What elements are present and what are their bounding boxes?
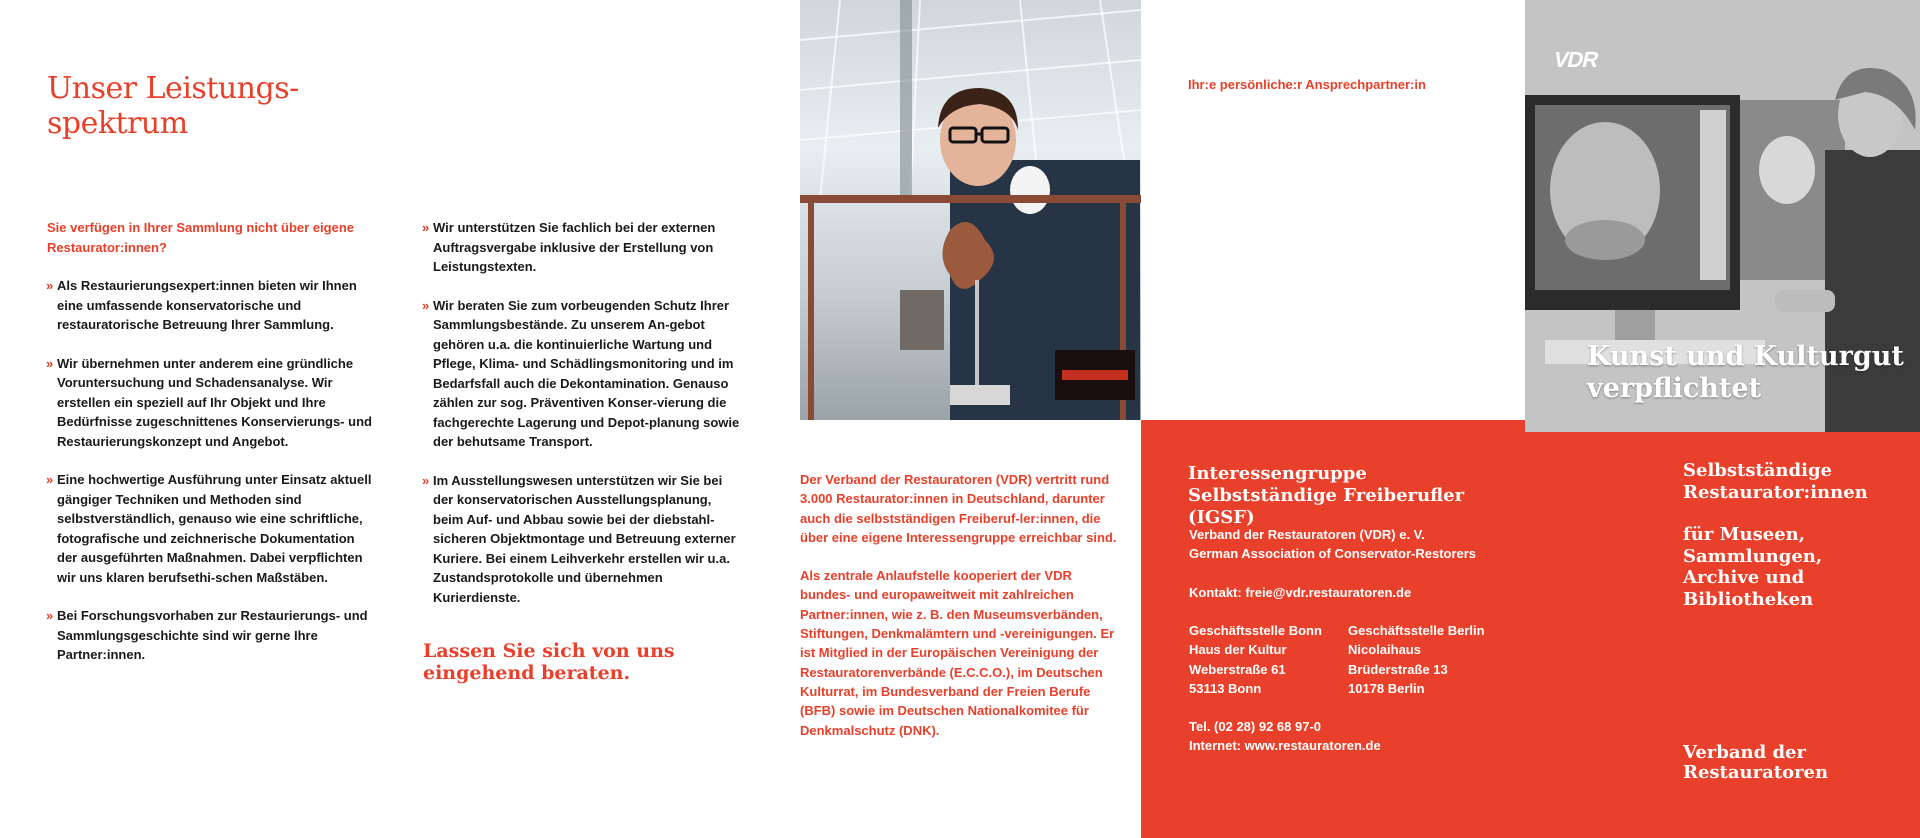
service-list-right	[423, 218, 743, 626]
cover-organization-name: Verband der Restauratoren	[1683, 742, 1829, 783]
headline-line-2: spektrum	[47, 106, 188, 141]
panel-services-left	[0, 0, 400, 838]
photo-conservator-showcase	[800, 0, 1141, 420]
bullet-marker: »	[46, 608, 54, 623]
phone-number: Tel. (02 28) 92 68 97-0	[1189, 719, 1322, 734]
vdr-paragraph-2: Als zentrale Anlaufstelle kooperiert der VDR bundes- und europaweitweit mit zahlreichen Partner:innen, wie z. B. den Museumsverbänden, Stiftungen, Denkmalämtern und -vereinigungen. Er ist Mitglied in der Europäischen Vereinigung der Restauratorenverbände (E.C.C.O.), im Deutschen Kulturrat, im Bundesverband der Freien Berufe (BFB) sowie im Deutschen Nationalkomitee für Denkmalschutz (DNK).	[800, 568, 1115, 738]
headline-line-1: Unser Leistungs-	[47, 71, 299, 106]
association-name: Verband der Restauratoren (VDR) e. V. German Association of Conservator-Restorers	[1189, 527, 1477, 562]
list-item: » Als Restaurierungsexpert:innen bieten wir Ihnen eine umfassende konservatorische und restauratorische Betreuung Ihrer Sammlung.	[46, 278, 357, 332]
headline-leistungsspektrum	[47, 71, 299, 141]
list-item: » Bei Forschungsvorhaben zur Restaurierungs- und Sammlungsgeschichte sind wir gerne Ihre Partner:innen.	[46, 608, 368, 662]
contact-email[interactable]: Kontakt: freie@vdr.restauratoren.de	[1189, 585, 1412, 600]
fine-print-vertical	[1508, 595, 1516, 805]
phone-and-web	[1189, 717, 1519, 756]
list-item: » Wir unterstützen Sie fachlich bei der externen Auftragsvergabe inklusive der Erstellung von Leistungstexten.	[422, 220, 716, 274]
cover-headline: Kunst und Kulturgut verpflichtet	[1587, 341, 1904, 404]
bullet-marker: »	[46, 472, 54, 487]
cover-subtitle: Selbstständige Restaurator:innen für Museen, Sammlungen, Archive und Bibliotheken	[1683, 460, 1868, 610]
bullet-marker: »	[422, 220, 430, 235]
list-item: » Wir übernehmen unter anderem eine gründliche Voruntersuchung und Schadensanalyse. Wir erstellen ein speziell auf Ihr Objekt und Ihre Bedürfnisse zugeschnittenes Konservierungs- und Restaurierungskonzept und Angebot.	[46, 355, 372, 449]
bullet-marker: »	[46, 355, 54, 371]
photo-conservator-illustration	[800, 0, 1141, 420]
igsf-title: Interessengruppe Selbstständige Freiberufler (IGSF)	[1188, 463, 1465, 528]
list-item: » Im Ausstellungswesen unterstützen wir Sie bei der konservatorischen Ausstellungsplanung, beim Auf- und Abbau sowie bei der diebstahl-sicheren Objektmontage und Betreuung externer Kuriere. Bei einem Leihverkehr erstellen wir u.a. Zustandsprotokolle und übernehmen Kurierdienste.	[422, 472, 736, 605]
list-item: » Wir beraten Sie zum vorbeugenden Schutz Ihrer Sammlungsbestände. Zu unserem An-gebot gehören u.a. die kontinuierliche Wartung und Pflege, Klima- und Schädlingsmonitoring und im Bedarfsfall auch die Dekontamination. Genauso zählen zur sog. Präventiven Konser-vierung die fachgerechte Lagerung und Depot-planung sowie der behutsame Transport.	[422, 297, 740, 449]
bullet-marker: »	[46, 278, 54, 293]
office-bonn: Geschäftsstelle Bonn Haus der Kultur Weberstraße 61 53113 Bonn	[1189, 623, 1322, 696]
vdr-paragraph-1: Der Verband der Restauratoren (VDR) vertritt rund 3.000 Restaurator:innen in Deutschland, darunter auch die selbstständigen Freiberuf-ler:innen, die über eine eigene Interessengruppe erreichbar sind.	[800, 472, 1117, 545]
service-list-left	[47, 276, 377, 684]
website-link[interactable]: Internet: www.restauratoren.de	[1189, 738, 1381, 754]
office-berlin: Geschäftsstelle Berlin Nicolaihaus Brüderstraße 13 10178 Berlin	[1348, 623, 1485, 696]
list-item: » Eine hochwertige Ausführung unter Einsatz aktuell gängiger Techniken und Methoden sind selbstverständlich, genauso wie eine schriftliche, fotografische und zeichnerische Dokumentation der ausgeführten Maßnahmen. Dabei verpflichten wir uns klaren berufsethi-schen Maßstäben.	[46, 472, 372, 585]
vdr-logo: VDR	[1551, 47, 1601, 72]
vdr-description	[800, 470, 1120, 759]
bullet-marker: »	[422, 472, 430, 488]
bullet-marker: »	[422, 297, 430, 313]
advice-heading: Lassen Sie sich von uns eingehend beraten.	[423, 640, 675, 684]
contact-person-heading: Ihr:e persönliche:r Ansprechpartner:in	[1188, 77, 1426, 92]
intro-question: Sie verfügen in Ihrer Sammlung nicht über eigene Restaurator:innen?	[47, 220, 355, 255]
